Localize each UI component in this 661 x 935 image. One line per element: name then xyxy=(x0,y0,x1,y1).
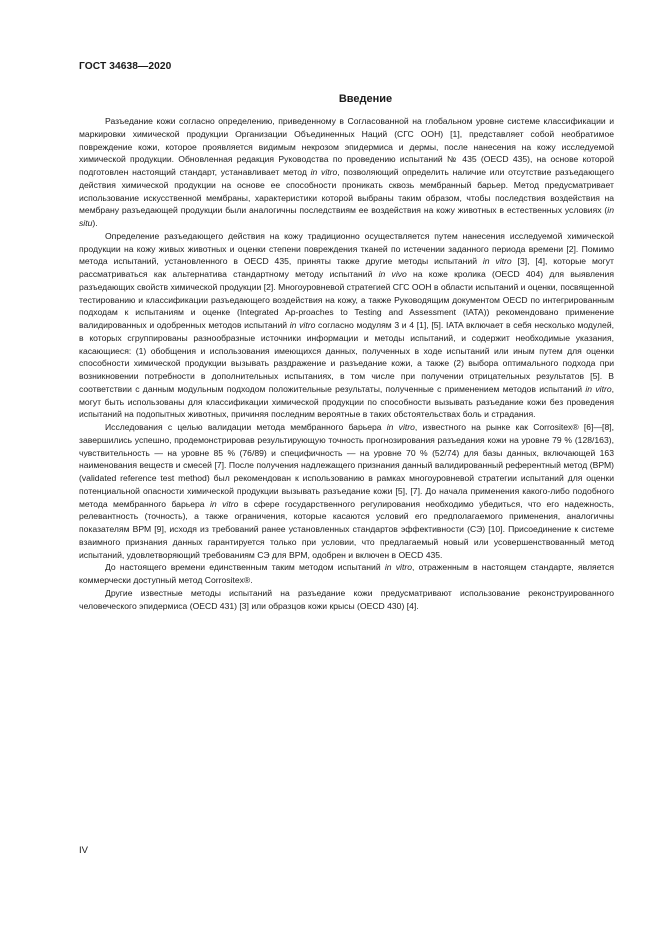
paragraph-1 xyxy=(79,115,614,230)
paragraph-3 xyxy=(79,421,614,561)
paragraph-1-text-1: Разъедание кожи согласно определению, приведенному в Согласованной на глобальном уровне системе классификации и маркировки химической продукции Организации Объединенных Наций (СГС ООН) [1], представляет собой необратимое повреждение кожи, которое проявляется видимым некрозом эпидермиса и дермы, после нанесения на кожу исследуемой химической продукции. Обновленная редакция Руководства по проведению испытаний № 435 (OECD 435), на основе которой подготовлен настоящий стандарт, устанавливает метод xyxy=(79,116,614,177)
paragraph-3-text-2: , известного на рынке как Corrositex® [6]—[8], завершились успешно, продемонстрировав результирующую точность прогнозирования разъедания кожи на уровне 79 % (128/163), чувствительность — на уровне 85 % (76/89) и специфичность — на уровне 70 % (52/74) для базы данных, включающей 163 наименования веществ и смесей [7]. После получения надлежащего признания данный валидированный референтный метод (ВРМ) (validated reference test method) был рекомендован к использованию в рамках многоуровневой стратегии испытаний для оценки потенциальной опасности химической продукции вызывать разъедание кожи [5], [7]. До начала применения какого-либо подобного метода мембранного барьера xyxy=(79,422,614,509)
standard-header: ГОСТ 34638—2020 xyxy=(79,61,172,72)
paragraph-3-italic-1: in vitro xyxy=(386,422,415,432)
section-title: Введение xyxy=(338,93,393,105)
paragraph-1-italic-2: in situ xyxy=(79,205,614,228)
paragraph-2-italic-3: in vitro xyxy=(289,320,316,330)
paragraph-1-text-3: ). xyxy=(92,218,98,228)
paragraph-5-text-1: Другие известные методы испытаний на разъедание кожи предусматривают использование реконструированного человеческого эпидермиса (OECD 431) [3] или образцов кожи крысы (OECD 430) [4]. xyxy=(79,587,614,611)
paragraph-2 xyxy=(79,230,614,421)
paragraph-2-italic-4: in vitro xyxy=(585,383,612,394)
paragraph-3-italic-2: in vitro xyxy=(210,498,239,509)
paragraph-4-text-1: До настоящего времени единственным таким методом испытаний xyxy=(105,562,385,573)
paragraph-2-italic-2: in vivo xyxy=(378,269,407,279)
paragraph-2-text-1: Определение разъедающего действия на кожу традиционно осуществляется путем нанесения исследуемой химической продукции на кожу живых животных и оценки степени повреждения тканей по истечении заданного периода времени [2]. Помимо метода испытаний, установленного в OECD 435, приняты также другие методы испытаний xyxy=(79,230,614,267)
paragraph-1-text-2: , позволяющий определить наличие или отсутствие разъедающего действия химической продукции на основе ее способности проникать сквозь мембранный барьер. Метод предусматривает использование искусственной мембраны, характеристики которой выбраны таким образом, чтобы последствия воздействия на мембрану разъедающей продукции были аналогичны последствиям ее воздействия на кожу животных в естественных условиях ( xyxy=(79,167,614,216)
paragraph-2-text-3: на коже кролика (OECD 404) для выявления разъедающих свойств химической продукции [2]. Многоуровневой стратегией СГС ООН в области испытаний и оценки, посвященной тестированию и классификации разъедающего воздействия на кожу, а также Руководящим документом OECD по интегрированным подходам к испытаниям и оценке (Integrated Ap-proaches to Testing and Assessment (IATA)) рекомендовано применение валидированных и одобренных методов испытаний xyxy=(79,269,614,330)
document-body xyxy=(79,115,614,612)
page-number: IV xyxy=(79,845,88,856)
paragraph-2-text-5: , могут быть использованы для классификации химической продукции по способности вызывать разъедание кожи без проведения испытаний на подопытных животных, причиняя последним вероятные в таких обстоятельствах боль и страдания. xyxy=(79,383,615,420)
paragraph-1-italic-1: in vitro xyxy=(310,167,338,177)
paragraph-3-text-3: в сфере государственного регулирования необходимо убедиться, что его надежность, релевантность (точность), а также ограничения, которые касаются условий его предполагаемого применения, аналогичны показателям ВРМ [9], исходя из требований ранее установленных стандартов эффективности (СЭ) [10]. Присоединение к системе взаимного признания данных гарантируется только при условии, что предлагаемый новый или усовершенствованный метод испытаний, удовлетворяющий требованиям СЭ для ВРМ, одобрен и включен в OECD 435. xyxy=(79,498,614,560)
paragraph-4-text-2: , отраженным в настоящем стандарте, является коммерчески доступный метод Corrositex®. xyxy=(79,562,614,585)
paragraph-2-text-2: [3], [4], которые могут рассматриваться как альтернатива стандартному методу испытаний xyxy=(79,256,614,279)
paragraph-4 xyxy=(79,561,614,587)
paragraph-2-italic-1: in vitro xyxy=(482,256,512,267)
paragraph-5 xyxy=(79,587,614,613)
paragraph-4-italic-1: in vitro xyxy=(384,562,412,573)
paragraph-2-text-4: согласно модулям 3 и 4 [1], [5]. IATA включает в себя несколько модулей, в которых сгруппированы разнообразные источники информации и методы испытаний, и содержит необходимые указания, касающиеся: (1) обобщения и использования имеющихся данных, полученных в ходе испытаний или иным путем для оценки способности химической продукции вызывать раздражение и разъедание кожи, а также (2) выбора оптимального подхода при возникновении потребности в дополнительных испытаниях, в том числе при получении отрицательных результатов [5]. В соответствии с данным модульным подходом положительные результаты, полученные с применением методов испытаний xyxy=(79,320,615,394)
paragraph-3-text-1: Исследования с целью валидации метода мембранного барьера xyxy=(105,422,387,432)
